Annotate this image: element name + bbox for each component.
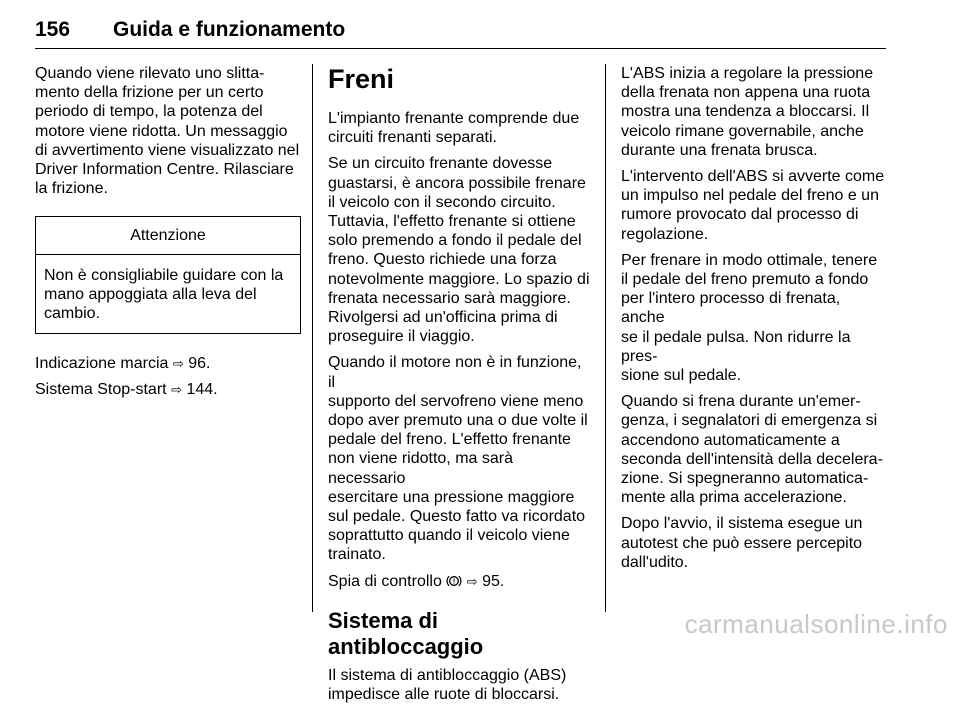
text-line: il veicolo con il secondo circuito. xyxy=(328,193,556,211)
text-line: dopo aver premuto una o due volte il xyxy=(328,412,588,430)
text-line: periodo di tempo, la potenza del xyxy=(35,103,263,121)
text-line: mostra una tendenza a bloccarsi. Il xyxy=(621,103,870,121)
text-line: Il sistema di antibloccaggio (ABS) xyxy=(328,666,567,684)
text-line: zione. Si spegneranno automatica- xyxy=(621,470,869,488)
ref-gear-indicator xyxy=(35,354,301,373)
paragraph-self-test xyxy=(621,514,888,572)
text-line: cambio. xyxy=(44,305,101,323)
paragraph-abs-regulation xyxy=(621,64,888,160)
text-line: rumore provocato dal processo di xyxy=(621,206,859,224)
text-line: Tuttavia, l'effetto frenante si ottiene xyxy=(328,213,576,231)
text-line: Driver Information Centre. Rilasciare xyxy=(35,161,294,179)
column-middle xyxy=(328,64,593,711)
text-line: per l'intero processo di frenata, anche xyxy=(621,290,841,327)
text-line: Quando il motore non è in funzione, il xyxy=(328,354,582,391)
text-line: L'intervento dell'ABS si avverte come xyxy=(621,168,885,186)
ref-text: Spia di controllo xyxy=(328,572,442,590)
text-line: supporto del servofreno viene meno xyxy=(328,392,584,410)
heading-brakes: Freni xyxy=(328,64,395,94)
text-line: motore viene ridotta. Un messaggio xyxy=(35,122,288,140)
text-line: mente alla prima accelerazione. xyxy=(621,489,847,507)
ref-text: Sistema Stop-start xyxy=(35,381,167,399)
text-line: veicolo rimane governabile, anche xyxy=(621,122,864,140)
warning-box xyxy=(35,216,301,334)
text-line: frenata necessario sarà maggiore. xyxy=(328,289,571,307)
column-divider xyxy=(312,64,313,612)
text-line: mano appoggiata alla leva del xyxy=(44,285,257,303)
text-line: freno. Questo richiede una forza xyxy=(328,251,557,269)
text-line: sione sul pedale. xyxy=(621,367,742,385)
text-line: non viene ridotto, ma sarà necessario xyxy=(328,450,513,487)
text-line: L'impianto frenante comprende due xyxy=(328,110,580,127)
text-line: dall'udito. xyxy=(621,553,689,571)
ref-brake-warning xyxy=(328,572,593,591)
text-line: Quando si frena durante un'emer- xyxy=(621,393,861,411)
paragraph-brake-circuits xyxy=(328,109,593,147)
paragraph-circuit-failure xyxy=(328,154,593,346)
text-line: autotest che può essere percepito xyxy=(621,534,863,552)
heading-abs: Sistema di antibloccaggio xyxy=(328,607,484,659)
paragraph-optimal-braking xyxy=(621,251,888,385)
ref-page[interactable]: 96. xyxy=(188,355,211,373)
ref-page[interactable]: 95. xyxy=(482,572,505,590)
page-ref-arrow-icon: ⇨ xyxy=(171,382,182,398)
text-line: di avvertimento viene visualizzato nel xyxy=(35,141,300,159)
text-line: circuiti frenanti separati. xyxy=(328,129,497,147)
text-line: Dopo l'avvio, il sistema esegue un xyxy=(621,515,863,533)
text-line: esercitare una pressione maggiore xyxy=(328,488,575,506)
text-line: Per frenare in modo ottimale, tenere xyxy=(621,251,878,269)
ref-page[interactable]: 144. xyxy=(186,381,218,399)
section-title: Guida e funzionamento xyxy=(113,18,346,41)
paragraph-clutch xyxy=(35,64,301,198)
warning-title: Attenzione xyxy=(36,217,300,254)
text-line: soprattutto quando il veicolo viene xyxy=(328,527,570,545)
text-line: accendono automaticamente a xyxy=(621,431,840,449)
paragraph-engine-off xyxy=(328,353,593,564)
text-line: regolazione. xyxy=(621,225,709,243)
text-line: se il pedale pulsa. Non ridurre la pres- xyxy=(621,328,851,365)
text-line: sul pedale. Questo fatto va ricordato xyxy=(328,508,586,526)
ref-text: Indicazione marcia xyxy=(35,355,169,373)
page-number: 156 xyxy=(35,18,71,41)
paragraph-abs-feedback xyxy=(621,167,888,244)
text-line: Se un circuito frenante dovesse xyxy=(328,155,553,173)
text-line: Quando viene rilevato uno slitta- xyxy=(35,65,265,82)
text-line: guastarsi, è ancora possibile frenare xyxy=(328,174,586,192)
paragraph-emergency xyxy=(621,392,888,507)
svg-text:!: ! xyxy=(453,578,456,586)
text-line: notevolmente maggiore. Lo spazio di xyxy=(328,270,590,288)
column-divider xyxy=(605,64,606,612)
text-line: un impulso nel pedale del freno e un xyxy=(621,187,879,205)
brake-warning-icon xyxy=(446,574,462,588)
text-line: durante una frenata brusca. xyxy=(621,141,818,159)
column-right xyxy=(621,64,888,579)
text-line: il pedale del freno premuto a fondo xyxy=(621,271,869,289)
page-header xyxy=(35,18,886,49)
column-left xyxy=(35,64,301,407)
text-line: della frenata non appena una ruota xyxy=(621,84,871,102)
watermark: carmanualsonline.info xyxy=(684,609,948,639)
page-ref-arrow-icon: ⇨ xyxy=(172,356,184,372)
text-line: pedale del freno. L'effetto frenante xyxy=(328,431,571,449)
text-line: la frizione. xyxy=(35,180,108,198)
text-line: Rivolgersi ad un'officina prima di xyxy=(328,309,558,327)
text-line: Non è consigliabile guidare con la xyxy=(44,266,284,284)
warning-text xyxy=(36,255,300,334)
text-line: impedisce alle ruote di bloccarsi. xyxy=(328,686,560,704)
paragraph-abs-intro xyxy=(328,666,593,704)
text-line: seconda dell'intensità della decelera- xyxy=(621,450,883,468)
text-line: genza, i segnalatori di emergenza si xyxy=(621,412,878,430)
text-line: solo premendo a fondo il pedale del xyxy=(328,232,582,250)
text-line: L'ABS inizia a regolare la pressione xyxy=(621,65,874,82)
ref-stop-start xyxy=(35,380,301,399)
text-line: proseguire il viaggio. xyxy=(328,328,475,346)
text-line: mento della frizione per un certo xyxy=(35,84,264,102)
text-line: trainato. xyxy=(328,546,386,564)
page-ref-arrow-icon: ⇨ xyxy=(466,573,478,589)
